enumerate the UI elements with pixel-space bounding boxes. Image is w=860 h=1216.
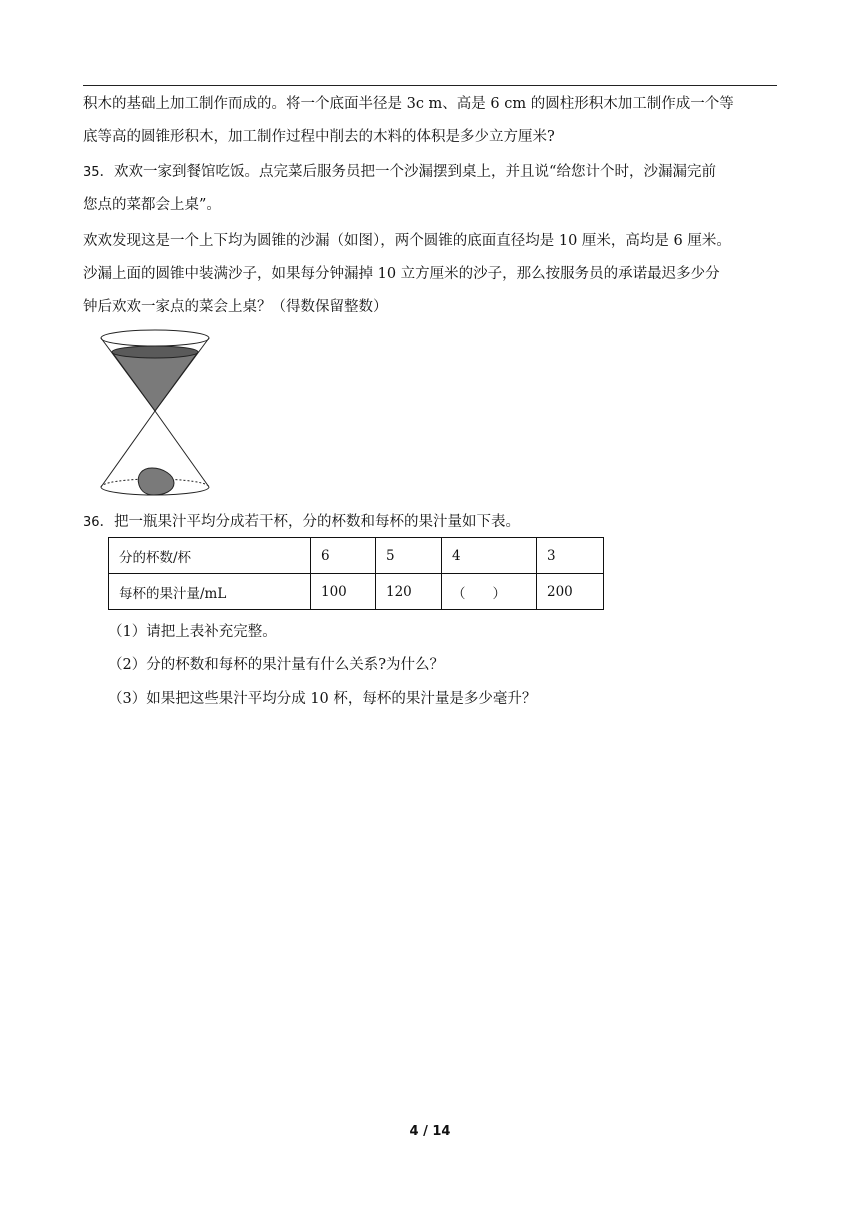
header-rule	[83, 85, 777, 86]
table-cell: 100	[311, 574, 376, 610]
table-cell: 6	[311, 538, 376, 574]
juice-table	[108, 537, 604, 610]
q35-line4: 沙漏上面的圆锥中装满沙子，如果每分钟漏掉 10 立方厘米的沙子，那么按服务员的承诺最迟多少分	[83, 266, 720, 282]
table-row	[109, 574, 604, 610]
hourglass-figure	[98, 325, 214, 501]
table-cell: 4	[442, 538, 537, 574]
q36-sub2: （2）分的杯数和每杯的果汁量有什么关系?为什么？	[108, 657, 444, 673]
table-cell: 每杯的果汁量/mL	[109, 574, 311, 610]
table-cell: 120	[376, 574, 442, 610]
hourglass-sand-surface	[112, 346, 198, 358]
q35-line1	[83, 162, 783, 183]
q36-sub1: （1）请把上表补充完整。	[108, 624, 277, 640]
q35-number: 35	[83, 165, 100, 180]
q35-line5: 钟后欢欢一家点的菜会上桌？（得数保留整数）	[83, 299, 388, 315]
q35-line2: 您点的菜都会上桌”。	[83, 197, 221, 213]
hourglass-sand-bottom	[138, 468, 174, 495]
page-number: 4 / 14	[409, 1124, 451, 1139]
hourglass-top-rim	[101, 330, 209, 346]
q35-line3: 欢欢发现这是一个上下均为圆锥的沙漏（如图），两个圆锥的底面直径均是 10 厘米，高均是 6 厘米。	[83, 233, 731, 249]
table-cell: 3	[537, 538, 604, 574]
q34-line1: 积木的基础上加工制作而成的。将一个底面半径是 3c m、高是 6 cm 的圆柱形积木加工制作成一个等	[83, 96, 734, 112]
q36-sub3: （3）如果把这些果汁平均分成 10 杯，每杯的果汁量是多少毫升？	[108, 691, 537, 707]
table-cell: 分的杯数/杯	[109, 538, 311, 574]
table-cell-blank: （ ）	[442, 574, 537, 610]
table-row	[109, 538, 604, 574]
q34-line2: 底等高的圆锥形积木，加工制作过程中削去的木料的体积是多少立方厘米?	[83, 129, 555, 145]
hourglass-sand-top	[112, 352, 198, 411]
q36-text: ．把一瓶果汁平均分成若干杯，分的杯数和每杯的果汁量如下表。	[99, 514, 521, 530]
q35-text: ．欢欢一家到餐馆吃饭。点完菜后服务员把一个沙漏摆到桌上，并且说“给您计个时，沙漏漏完前	[99, 164, 716, 180]
q36-intro-line	[83, 512, 783, 533]
q36-number: 36	[83, 515, 100, 530]
table-cell: 5	[376, 538, 442, 574]
table-cell: 200	[537, 574, 604, 610]
